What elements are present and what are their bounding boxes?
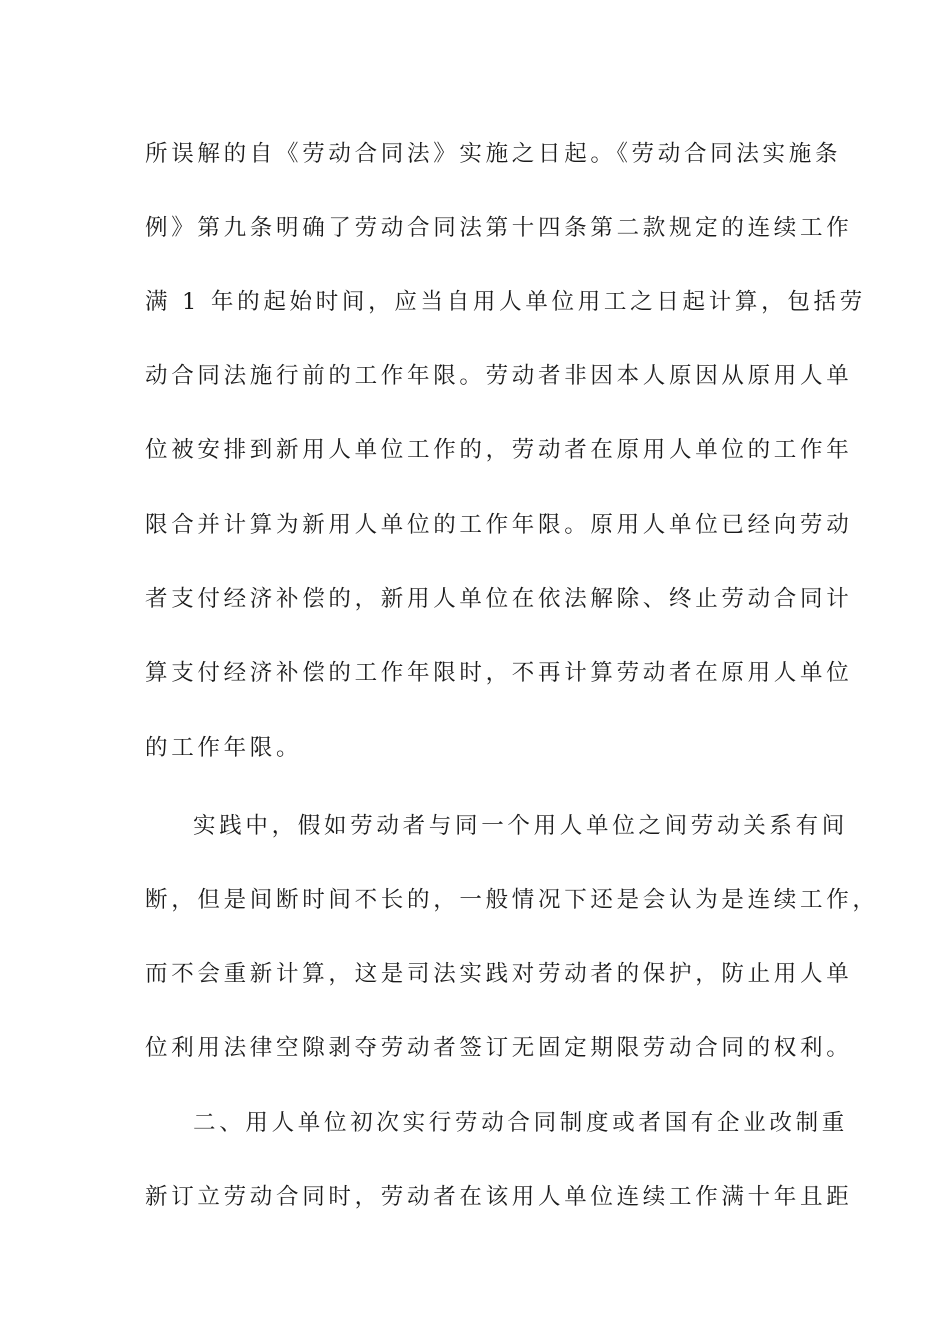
text-line: 的工作年限。: [145, 735, 303, 761]
text-line: 者支付经济补偿的，新用人单位在依法解除、终止劳动合同计: [145, 586, 853, 612]
text-line: 位利用法律空隙剥夺劳动者签订无固定期限劳动合同的权利。: [145, 1035, 853, 1061]
text-line: 算支付经济补偿的工作年限时，不再计算劳动者在原用人单位: [145, 660, 853, 686]
text-line: 限合并计算为新用人单位的工作年限。原用人单位已经向劳动: [145, 512, 853, 538]
text-line: 而不会重新计算，这是司法实践对劳动者的保护，防止用人单: [145, 961, 853, 987]
text-line: 满 1 年的起始时间，应当自用人单位用工之日起计算，包括劳: [145, 289, 866, 315]
text-line: 位被安排到新用人单位工作的，劳动者在原用人单位的工作年: [145, 437, 853, 463]
text-line: 断，但是间断时间不长的，一般情况下还是会认为是连续工作，: [145, 887, 879, 913]
text-line: 所误解的自《劳动合同法》实施之日起。《劳动合同法实施条: [145, 141, 842, 167]
text-line: 动合同法施行前的工作年限。劳动者非因本人原因从原用人单: [145, 363, 853, 389]
paragraph-first-line: 二、用人单位初次实行劳动合同制度或者国有企业改制重: [193, 1110, 849, 1136]
text-line: 例》第九条明确了劳动合同法第十四条第二款规定的连续工作: [145, 215, 853, 241]
paragraph-first-line: 实践中，假如劳动者与同一个用人单位之间劳动关系有间: [193, 813, 849, 839]
text-line: 新订立劳动合同时，劳动者在该用人单位连续工作满十年且距: [145, 1184, 853, 1210]
